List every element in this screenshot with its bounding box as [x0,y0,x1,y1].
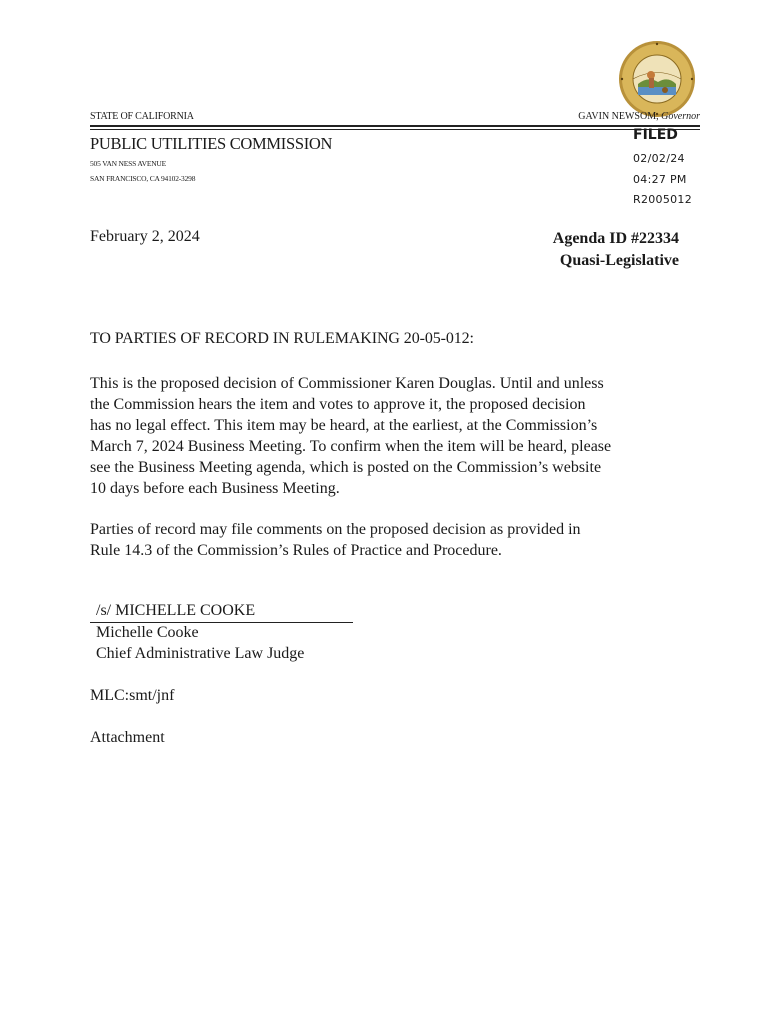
cpuc-seal-icon [618,40,696,118]
paragraph-line: March 7, 2024 Business Meeting. To confirm when the item will be heard, please [90,438,612,455]
signature-line: /s/ MICHELLE COOKE [96,602,256,619]
filed-title: FILED [633,127,678,143]
header-rule-thick [90,125,700,127]
signature-rule [90,622,353,623]
commission-name: PUBLIC UTILITIES COMMISSION [90,134,333,153]
filed-stamp [633,126,692,211]
addressee-line: TO PARTIES OF RECORD IN RULEMAKING 20-05-012: [90,330,474,347]
state-label: STATE OF CALIFORNIA [90,111,194,122]
governor-name: GAVIN NEWSOM, [578,111,659,122]
reference-initials: MLC:smt/jnf [90,687,175,704]
signer-title: Chief Administrative Law Judge [96,645,305,662]
paragraph-line: has no legal effect. This item may be heard, at the earliest, at the Commission’s [90,417,598,434]
agenda-type: Quasi-Legislative [559,252,679,269]
filed-date: 02/02/24 [633,152,685,165]
attachment-label: Attachment [90,729,165,746]
paragraph-2 [90,519,690,561]
address-line-1: 505 VAN NESS AVENUE [90,159,167,168]
paragraph-line: This is the proposed decision of Commissioner Karen Douglas. Until and unless [90,375,604,392]
letter-date: February 2, 2024 [90,228,200,245]
paragraph-1 [90,373,690,499]
governor-title: Governor [661,111,700,122]
paragraph-line: the Commission hears the item and votes to approve it, the proposed decision [90,396,586,413]
agenda-block [553,228,679,272]
paragraph-line: Parties of record may file comments on the proposed decision as provided in [90,521,581,538]
address-line-2: SAN FRANCISCO, CA 94102-3298 [90,174,196,183]
header-rule-thin [90,129,700,130]
paragraph-line: Rule 14.3 of the Commission’s Rules of Practice and Procedure. [90,542,502,559]
paragraph-line: see the Business Meeting agenda, which is posted on the Commission’s website [90,459,602,476]
governor-label [578,111,700,122]
agenda-id: Agenda ID #22334 [552,230,679,247]
paragraph-line: 10 days before each Business Meeting. [90,480,340,497]
signer-name: Michelle Cooke [96,624,199,641]
filed-time: 04:27 PM [633,172,687,186]
filed-proceeding: R2005012 [633,193,693,206]
